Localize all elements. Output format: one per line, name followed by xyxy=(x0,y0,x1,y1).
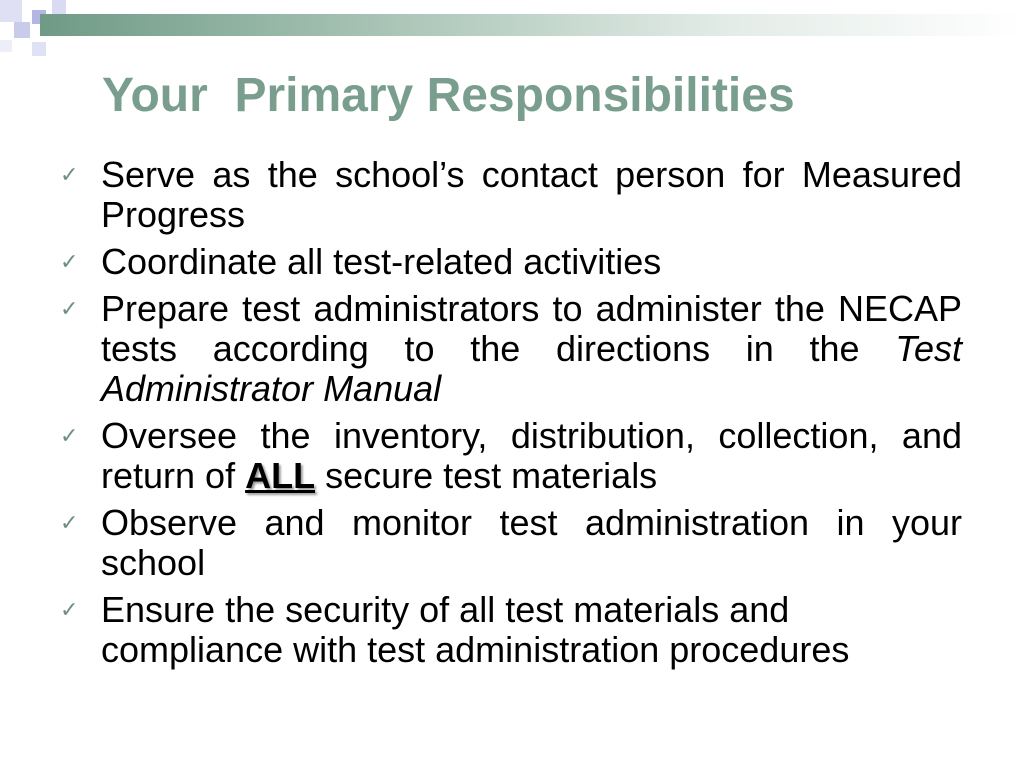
bullet-item xyxy=(60,503,962,583)
bullet-text: Coordinate all test-related activities xyxy=(101,241,662,282)
bullet-item xyxy=(60,289,962,409)
manual-title: Test Administrator Manual xyxy=(101,328,962,409)
bullet-text: Ensure the security of all test materials and compliance with test administration procedures xyxy=(101,589,850,670)
slide-title: Your Primary Responsibilities xyxy=(102,69,795,122)
checkmark-icon: ✓ xyxy=(60,249,79,274)
decor-square xyxy=(0,40,12,52)
bullet-text: Serve as the school’s contact person for Measured Progress xyxy=(101,154,962,235)
checkmark-icon: ✓ xyxy=(60,510,79,535)
decor-square xyxy=(52,0,66,14)
bullet-text: Oversee the inventory, distribution, collection, and return of xyxy=(101,415,962,496)
all-emphasis: ALL xyxy=(245,455,316,496)
bullet-text: secure test materials xyxy=(315,455,658,496)
checkmark-icon: ✓ xyxy=(60,423,79,448)
header-gradient-bar xyxy=(40,14,1024,36)
bullet-text: Observe and monitor test administration in your school xyxy=(101,502,962,583)
decor-square xyxy=(32,42,46,56)
bullet-item xyxy=(60,590,962,670)
checkmark-icon: ✓ xyxy=(60,162,79,187)
bullet-text: Prepare test administrators to administer the NECAP tests according to the directions in the xyxy=(101,288,962,369)
bullet-item xyxy=(60,242,962,282)
bullet-item xyxy=(60,416,962,496)
decor-square xyxy=(0,0,22,22)
bullet-item xyxy=(60,155,962,235)
checkmark-icon: ✓ xyxy=(60,296,79,321)
decor-square xyxy=(14,22,30,38)
checkmark-icon: ✓ xyxy=(60,597,79,622)
bullet-list xyxy=(60,155,962,677)
